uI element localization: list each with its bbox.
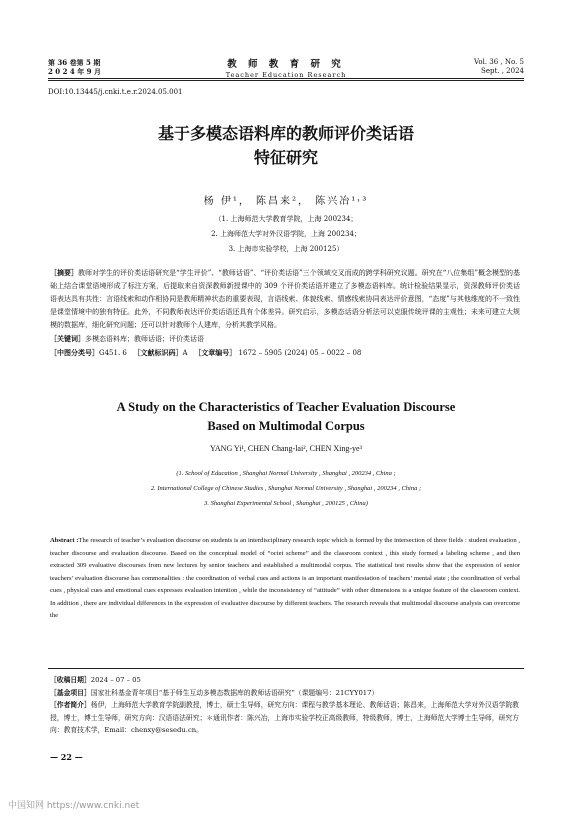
abstract-zh-label: ［摘要］ [50,268,79,277]
footnote-text: 国家社科基金青年项目“基于师生互动多模态数据库的教师话语研究”（课题编号：21CYY017） [90,688,379,697]
footnote-authors [50,699,520,737]
footnote-funding [50,687,520,700]
keywords-zh [50,332,520,346]
journal-name-zh: 教 师 教 育 研 究 [227,59,345,70]
footnotes [50,674,520,737]
footnote-label: ［收稿日期］ [50,676,91,684]
doc-code-value: A [182,349,188,357]
article-id-label: ［文章编号］ [194,348,237,357]
footnote-label: ［作者简介］ [50,701,91,709]
header-rule [48,78,524,79]
keywords-zh-text: 多模态语料库；教师话语；评价类话语 [85,335,204,343]
volume-zh: 第 36 卷第 5 期 [48,58,101,67]
affiliation-zh: 3. 上海市实验学校，上海 200125） [228,245,344,253]
date-en: Sept. , 2024 [481,67,524,75]
classification-zh [50,346,520,360]
header-rule-2 [48,80,524,81]
watermark: 中国知网 https://www.cnki.net [8,801,140,811]
affiliation-en: 3. Shanghai Experimental School , Shanghai , 200125 , China) [204,500,368,507]
affiliation-zh: 2. 上海师范大学对外汉语学院，上海 200234； [211,230,361,238]
footnote-text: 2024 – 07 – 05 [90,676,141,684]
footnote-received [50,674,520,687]
keywords-zh-label: ［关键词］ [50,334,85,343]
doc-code-label: ［文献标识码］ [133,348,183,357]
abstract-zh [50,266,520,332]
volume-en: Vol. 36 , No. 5 [473,58,524,66]
footnote-text: 杨伊，上海师范大学教育学院副教授，博士，硕士生导师，研究方向：课程与教学基本理论、教师话语；陈昌来，上海师范大学对外汉语学院教授，博士，博士生导师，研究方向：汉语语法研究；＊通讯作者：陈兴冶，上海市实验学校正高级教师，特级教师，博士，上海师范大学博士生导师，研究方向：教育技术学，Email：chenxy@sesedu.cn。 [50,701,519,734]
affiliation-zh: （1. 上海师范大学教育学院，上海 200234； [214,215,358,223]
title-en [0,398,572,436]
clc-label: ［中图分类号］ [50,348,99,357]
abstract-zh-block [50,266,520,360]
affiliation-en: (1. School of Education , Shanghai Normal University , Shanghai , 200234 , China ; [176,470,396,477]
doi: DOI:10.13445/j.cnki.t.e.r.2024.05.001 [48,88,183,96]
title-en-line2: Based on Multimodal Corpus [207,419,365,433]
title-zh-line2: 特征研究 [253,148,318,167]
affiliations-en [0,466,572,511]
abstract-en-text: The research of teacher’s evaluation discourse on students is an interdisciplinary research topic which is formed by the intersection of three fields : student evaluation , teacher discourse and evaluation discourse. Based on the conceptual model of “octet scheme” and the classroom context , this study formed a labeling scheme , and then extracted 309 evaluative discourses from new lectures by senior teachers and established a multimodal corpus. The statistical test results show that the expression of senior teachers’ evaluation discourse has commonalities : the coordination of verbal cues and actions is an important manifestation of teachers’ mental state ; the coordination of verbal cues , physical cues and emotional cues expresses evaluation intention , while the inconsistency of “attitude” with other dimensions is a unique feature of the classroom context. In addition , there are individual differences in the expression of evaluative discourse by different teachers. The research reveals that multimodal discourse analysis can overcome the [50,537,520,619]
authors-zh: 杨 伊¹， 陈昌来²， 陈兴冶¹˒³ [203,196,369,207]
authors-en: YANG Yi¹, CHEN Chang-lai², CHEN Xing-ye³ [210,444,362,453]
abstract-en [50,535,520,623]
header-volume-en [474,58,524,76]
title-zh-line1: 基于多模态语料库的教师评价类话语 [157,124,414,143]
abstract-en-label: Abstract : [50,537,79,544]
footnote-label: ［基金项目］ [50,688,91,697]
affiliations-zh [0,212,572,257]
article-id-value: 1672 – 5905 (2024) 05 – 0022 – 08 [238,349,362,357]
footnote-rule [48,668,524,669]
title-en-line1: A Study on the Characteristics of Teacher Evaluation Discourse [116,400,456,414]
clc-value: G451. 6 [99,349,127,357]
page-number: — 22 — [50,752,83,762]
journal-name-en: Teacher Education Research [225,71,347,79]
date-zh: 2 0 2 4 年 9 月 [48,67,101,76]
title-zh [0,122,572,170]
affiliation-en: 2. International College of Chinese Studies , Shanghai Normal University , Shanghai , 200234 , China ; [150,485,422,492]
abstract-zh-text: 教师对学生的评价类话语研究是“学生评价”、“教师话语”、“评价类话语”三个领域交叉而成的跨学科研究议题。研究在“八位集组”概念模型的基础上结合课堂语境形成了标注方案，后提取来自资深教师新授课中的 309 个评价类话语并建立了多模态语料库。统计检验结果显示，资深教师评价类话语表达具有共性：言语线索和动作相协同是教师精神状态的重要表现，言语线索、体貌线索、情感线索协同表达评价意图，“态度”与其他维度的不一致性是课堂情境中的独有特征。此外，不同教师表达评价类话语还具有个体差异。研究启示，多模态话语分析法可以克服传统评课的主观性；未来可建立大规模的数据库，细化研究问题；还可以针对教师个人建库，分析其教学风格。 [50,269,520,329]
